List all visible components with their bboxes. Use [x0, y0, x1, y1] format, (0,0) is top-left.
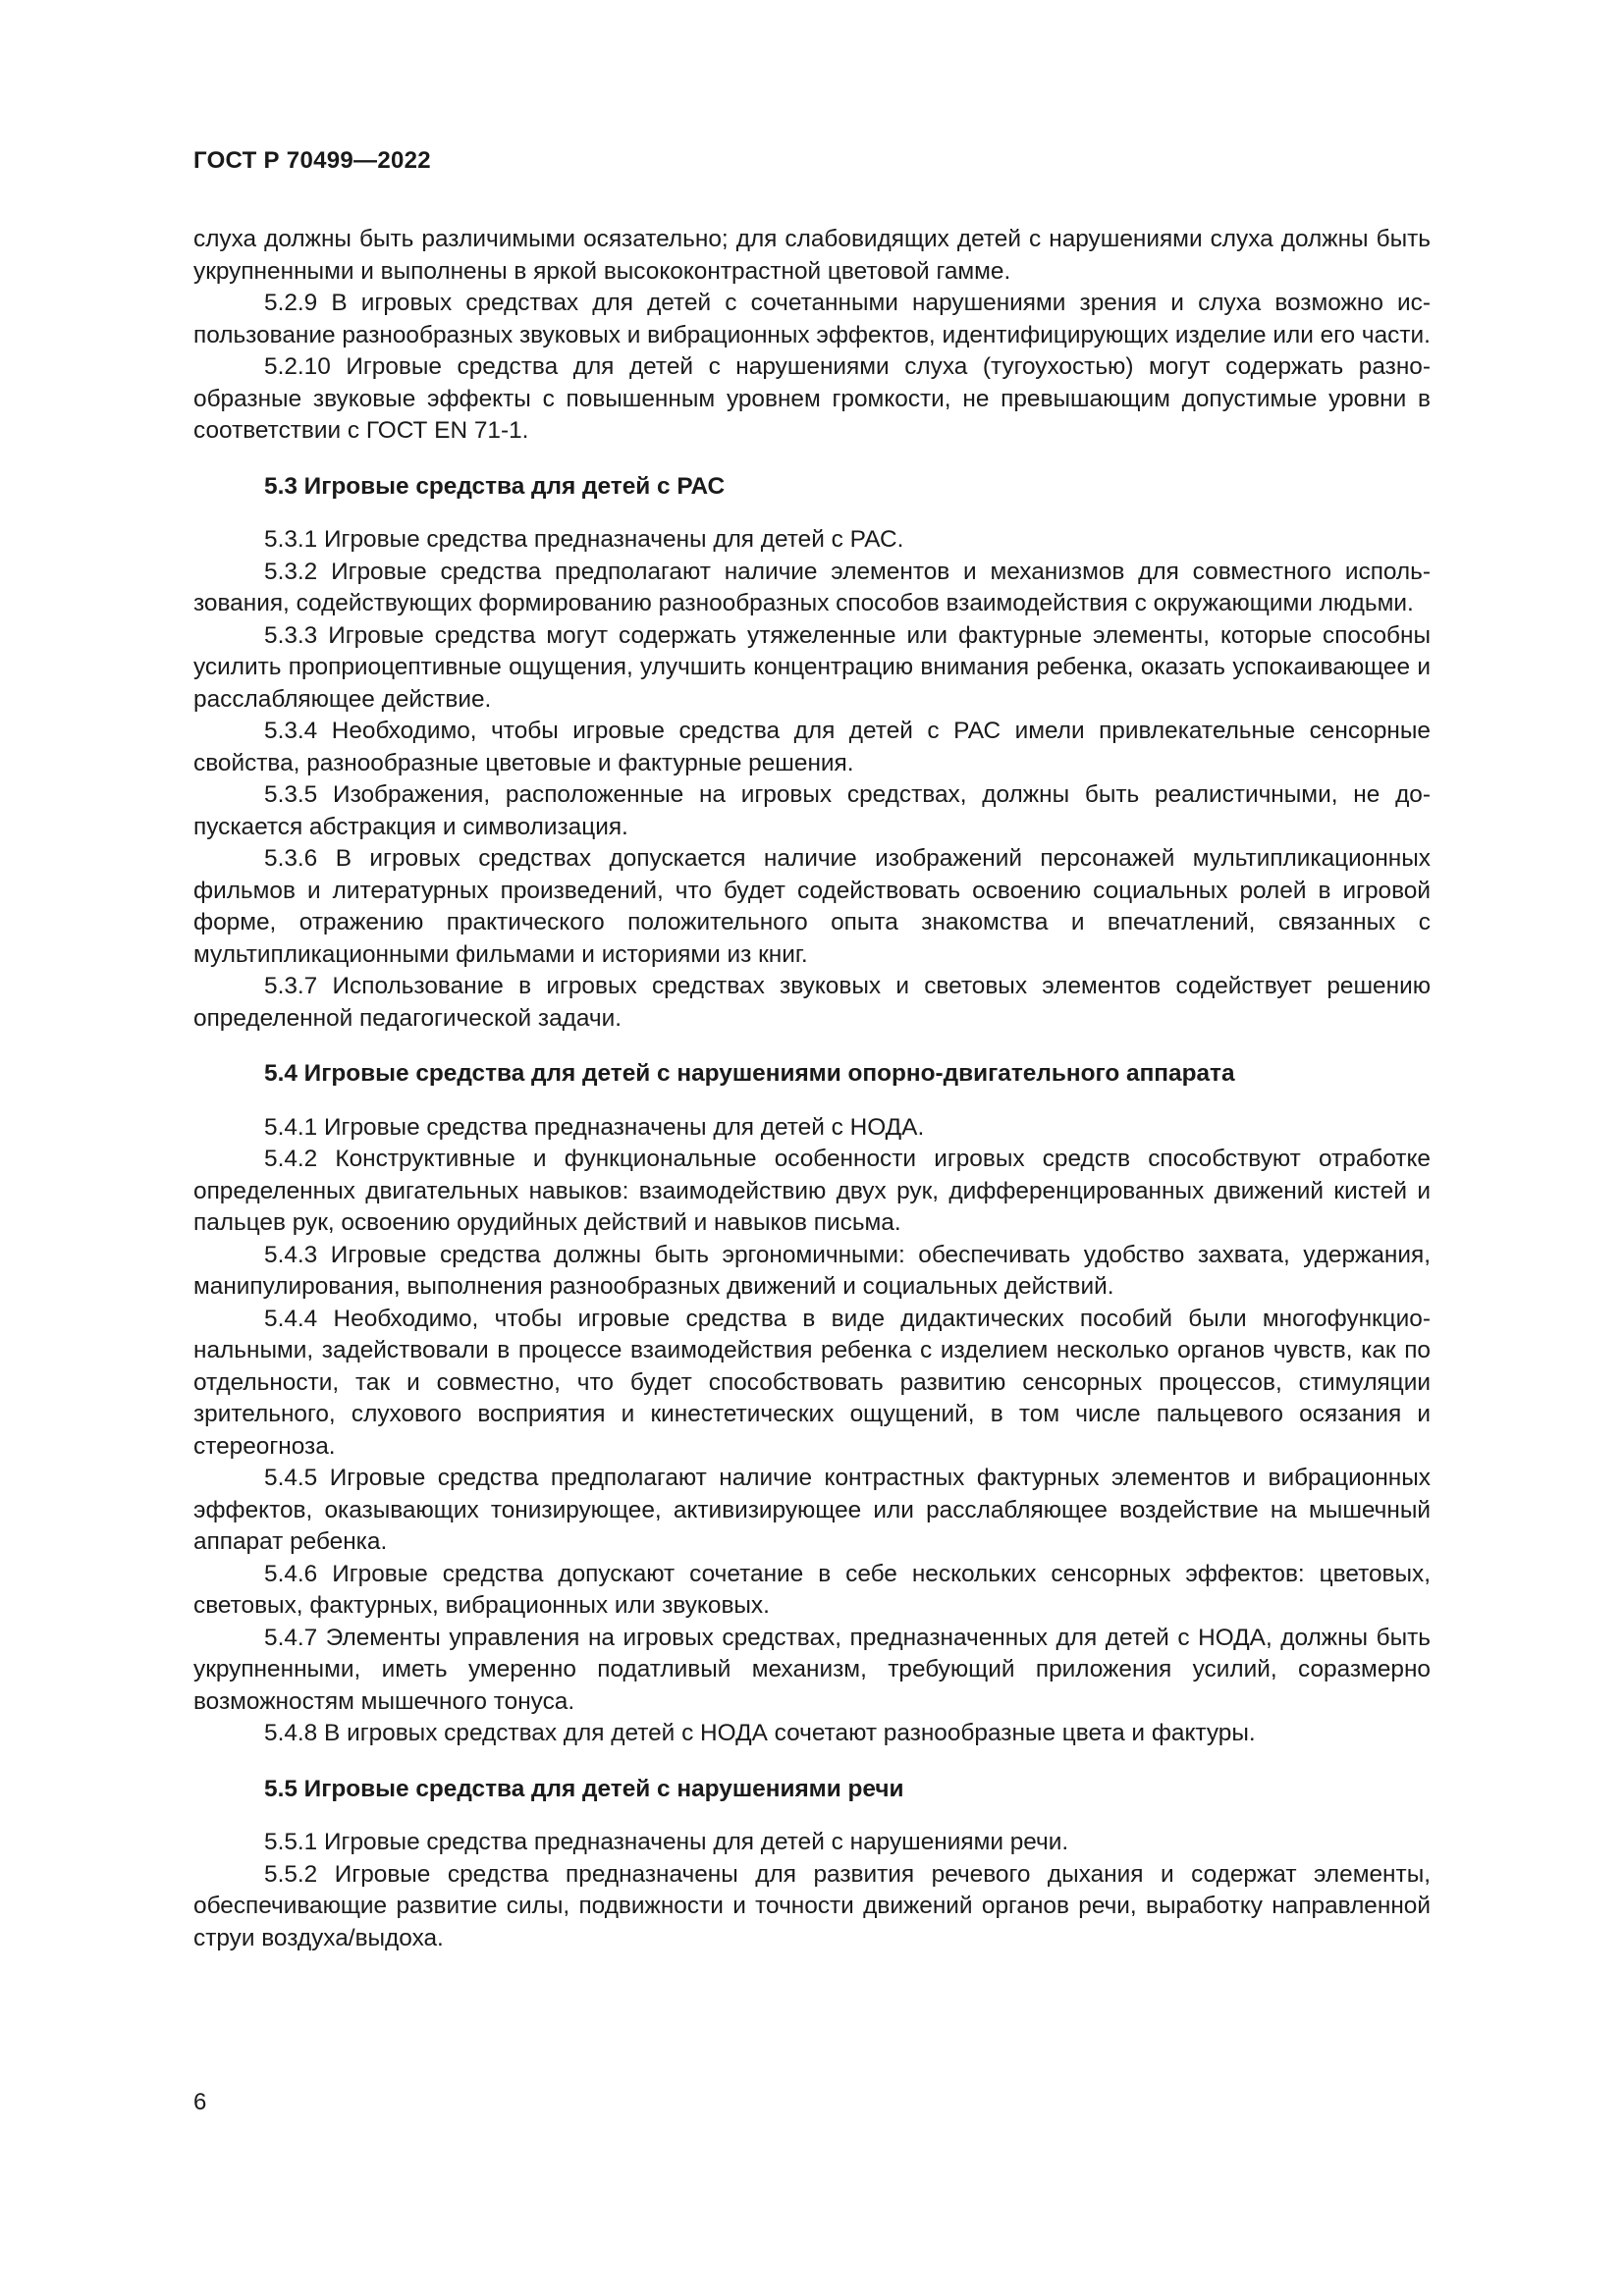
paragraph-5-3-6: 5.3.6 В игровых средствах допускается наличие изображений персонажей мультипликационных фильмов и литературных произведений, что будет содействовать освоению социальных ролей в игровой форме, отражению практического положительного опыта знакомства и впечатлений, связанных с мультипликационными фильмами и историями из книг. — [193, 845, 1431, 968]
paragraph-5-3-3: 5.3.3 Игровые средства могут содержать утяжеленные или фактурные элементы, которые способны усилить проприоцептивные ощущения, улучшить концентрацию внимания ребенка, оказать успокаивающее и расслабляющее действие. — [193, 621, 1431, 713]
paragraph-5-2-9: 5.2.9 В игровых средствах для детей с сочетанными нарушениями зрения и слуха возможно использование разнообразных звуковых и вибрационных эффектов, идентифицирующих изделие или его части. — [193, 290, 1431, 348]
paragraph-5-3-1: 5.3.1 Игровые средства предназначены для детей с РАС. — [264, 526, 904, 553]
paragraph-5-3-4: 5.3.4 Необходимо, чтобы игровые средства для детей с РАС имели привлекательные сенсорные свойства, разнообразные цветовые и фактурные решения. — [193, 718, 1431, 776]
paragraph-5-4-4: 5.4.4 Необходимо, чтобы игровые средства в виде дидактических пособий были многофункциональными, задействовали в процессе взаимодействия ребенка с изделием несколько органов чувств, как по отдельности, так и совместно, что будет способствовать развитию сенсорных процессов, стимуляции зрительного, слухового восприятия и кинестетических ощущений, в том числе пальцевого осязания и стереогноза. — [193, 1305, 1431, 1460]
section-heading-5-4: 5.4 Игровые средства для детей с нарушениями опорно-двигательного аппарата — [264, 1060, 1235, 1087]
page-number: 6 — [193, 2089, 207, 2115]
paragraph-continuation: слуха должны быть различимыми осязательно; для слабовидящих детей с нарушениями слуха должны быть укрупненными и выполнены в яркой высококонтрастной цветовой гамме. — [193, 226, 1431, 285]
paragraph-5-3-2: 5.3.2 Игровые средства предполагают наличие элементов и механизмов для совместного использования, содействующих формированию разнообразных способов взаимодействия с окружающими людьми. — [193, 558, 1431, 616]
paragraph-5-4-7: 5.4.7 Элементы управления на игровых средствах, предназначенных для детей с НОДА, должны быть укрупненными, иметь умеренно податливый механизм, требующий приложения усилий, соразмерно возможностям мышечного тонуса. — [193, 1624, 1431, 1715]
paragraph-5-4-3: 5.4.3 Игровые средства должны быть эргономичными: обеспечивать удобство захвата, удержания, манипулирования, выполнения разнообразных движений и социальных действий. — [193, 1241, 1431, 1300]
document-body — [193, 224, 1431, 1954]
paragraph-5-5-2: 5.5.2 Игровые средства предназначены для развития речевого дыхания и содержат элементы, обеспечивающие развитие силы, подвижности и точности движений органов речи, выработку направленной струи воздуха/выдоха. — [193, 1860, 1431, 1951]
section-heading-5-3: 5.3 Игровые средства для детей с РАС — [264, 472, 726, 500]
document-header: ГОСТ Р 70499—2022 — [193, 147, 431, 174]
paragraph-5-4-1: 5.4.1 Игровые средства предназначены для детей с НОДА. — [264, 1113, 925, 1141]
paragraph-5-3-5: 5.3.5 Изображения, расположенные на игровых средствах, должны быть реалистичными, не допускается абстракция и символизация. — [193, 781, 1431, 840]
paragraph-5-3-7: 5.3.7 Использование в игровых средствах звуковых и световых элементов содействует решению определенной педагогической задачи. — [193, 973, 1431, 1032]
paragraph-5-4-2: 5.4.2 Конструктивные и функциональные особенности игровых средств способствуют отработке определенных двигательных навыков: взаимодействию двух рук, дифференцированных движений кистей и пальцев рук, освоению орудийных действий и навыков письма. — [193, 1146, 1431, 1236]
section-heading-5-5: 5.5 Игровые средства для детей с нарушениями речи — [264, 1775, 904, 1802]
paragraph-5-4-5: 5.4.5 Игровые средства предполагают наличие контрастных фактурных элементов и вибрационных эффектов, оказывающих тонизирующее, активизирующее или расслабляющее воздействие на мышечный аппарат ребенка. — [193, 1465, 1431, 1555]
paragraph-5-5-1: 5.5.1 Игровые средства предназначены для детей с нарушениями речи. — [264, 1829, 1069, 1855]
paragraph-5-2-10: 5.2.10 Игровые средства для детей с нарушениями слуха (тугоухостью) могут содержать разнообразные звуковые эффекты с повышенным уровнем громкости, не превышающим допустимые уровни в соответствии с ГОСТ EN 71-1. — [193, 353, 1431, 444]
paragraph-5-4-8: 5.4.8 В игровых средствах для детей с НОДА сочетают разнообразные цвета и фактуры. — [264, 1720, 1256, 1746]
paragraph-5-4-6: 5.4.6 Игровые средства допускают сочетание в себе нескольких сенсорных эффектов: цветовых, световых, фактурных, вибрационных или звуковых. — [193, 1560, 1431, 1619]
